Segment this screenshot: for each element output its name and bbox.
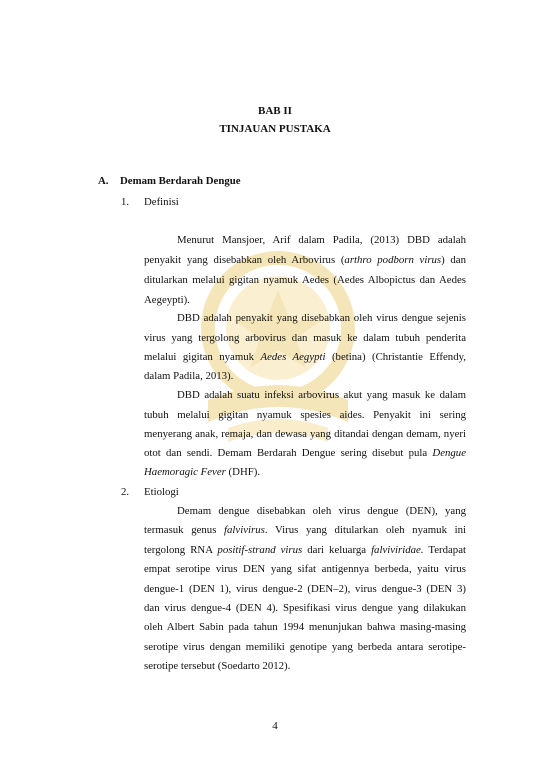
subsection-number: 2. (121, 486, 130, 498)
section-title: Demam Berdarah Dengue (120, 175, 241, 187)
paragraph-line: Menurut Mansjoer, Arif dalam Padila, (2013) DBD adalah (177, 234, 466, 246)
paragraph-line: dalam Padila, 2013). (144, 370, 234, 382)
section-letter: A. (98, 175, 109, 187)
paragraph-line: virus yang tergolong arbovirus dan masuk ke dalam tubuh penderita (144, 332, 466, 344)
paragraph-line: melalui gigitan nyamuk Aedes Aegypti (betina) (Christantie Effendy, (144, 351, 466, 363)
paragraph-line: tubuh melalui gigitan nyamuk spesies aides. Penyakit ini sering (144, 409, 466, 421)
paragraph-line: ditularkan melalui gigitan nyamuk Aedes (Aedes Albopictus dan Aedes (144, 274, 466, 286)
subsection-number: 1. (121, 196, 130, 208)
paragraph-line: penyakit yang disebabkan oleh Arbovirus (arthro podborn virus) dan (144, 254, 466, 266)
subsection-title: Etiologi (144, 486, 179, 498)
paragraph-line: DBD adalah suatu infeksi arbovirus akut yang masuk ke dalam (177, 389, 466, 401)
paragraph-line: dan virus dengue-4 (DEN 4). Spesifikasi virus dengue yang dilakukan (144, 602, 466, 614)
paragraph-line: empat serotipe virus DEN yang sifat antigennya berbeda, yaitu virus (144, 563, 466, 575)
paragraph-line: tergolong RNA positif-strand virus dari keluarga falviviridae. Terdapat (144, 544, 466, 556)
paragraph-line: serotipe virus dengan memiliki genotipe yang berbeda antara serotipe- (144, 641, 466, 653)
paragraph-line: oleh Albert Sabin pada tahun 1994 menunjukan bahwa masing-masing (144, 621, 466, 633)
paragraph-line: Aegeypti). (144, 294, 190, 306)
chapter-title: TINJAUAN PUSTAKA (219, 123, 331, 135)
page-number: 4 (272, 720, 278, 732)
paragraph-line: menyerang anak, remaja, dan dewasa yang ditandai dengan demam, nyeri (144, 428, 466, 440)
paragraph-line: Haemoragic Fever (DHF). (144, 466, 261, 478)
paragraph-line: otot dan sendi. Demam Berdarah Dengue sering disebut pula Dengue (144, 447, 466, 459)
paragraph-line: dengue-1 (DEN 1), virus dengue-2 (DEN–2), virus dengue-3 (DEN 3) (144, 583, 466, 595)
paragraph-line: serotipe tersebut (Soedarto 2012). (144, 660, 291, 672)
paragraph-line: Demam dengue disebabkan oleh virus dengue (DEN), yang (177, 505, 466, 517)
chapter-number: BAB II (258, 105, 292, 117)
subsection-title: Definisi (144, 196, 179, 208)
paragraph-line: termasuk genus falvivirus. Virus yang ditularkan oleh nyamuk ini (144, 524, 466, 536)
paragraph-line: DBD adalah penyakit yang disebabkan oleh virus dengue sejenis (177, 312, 466, 324)
